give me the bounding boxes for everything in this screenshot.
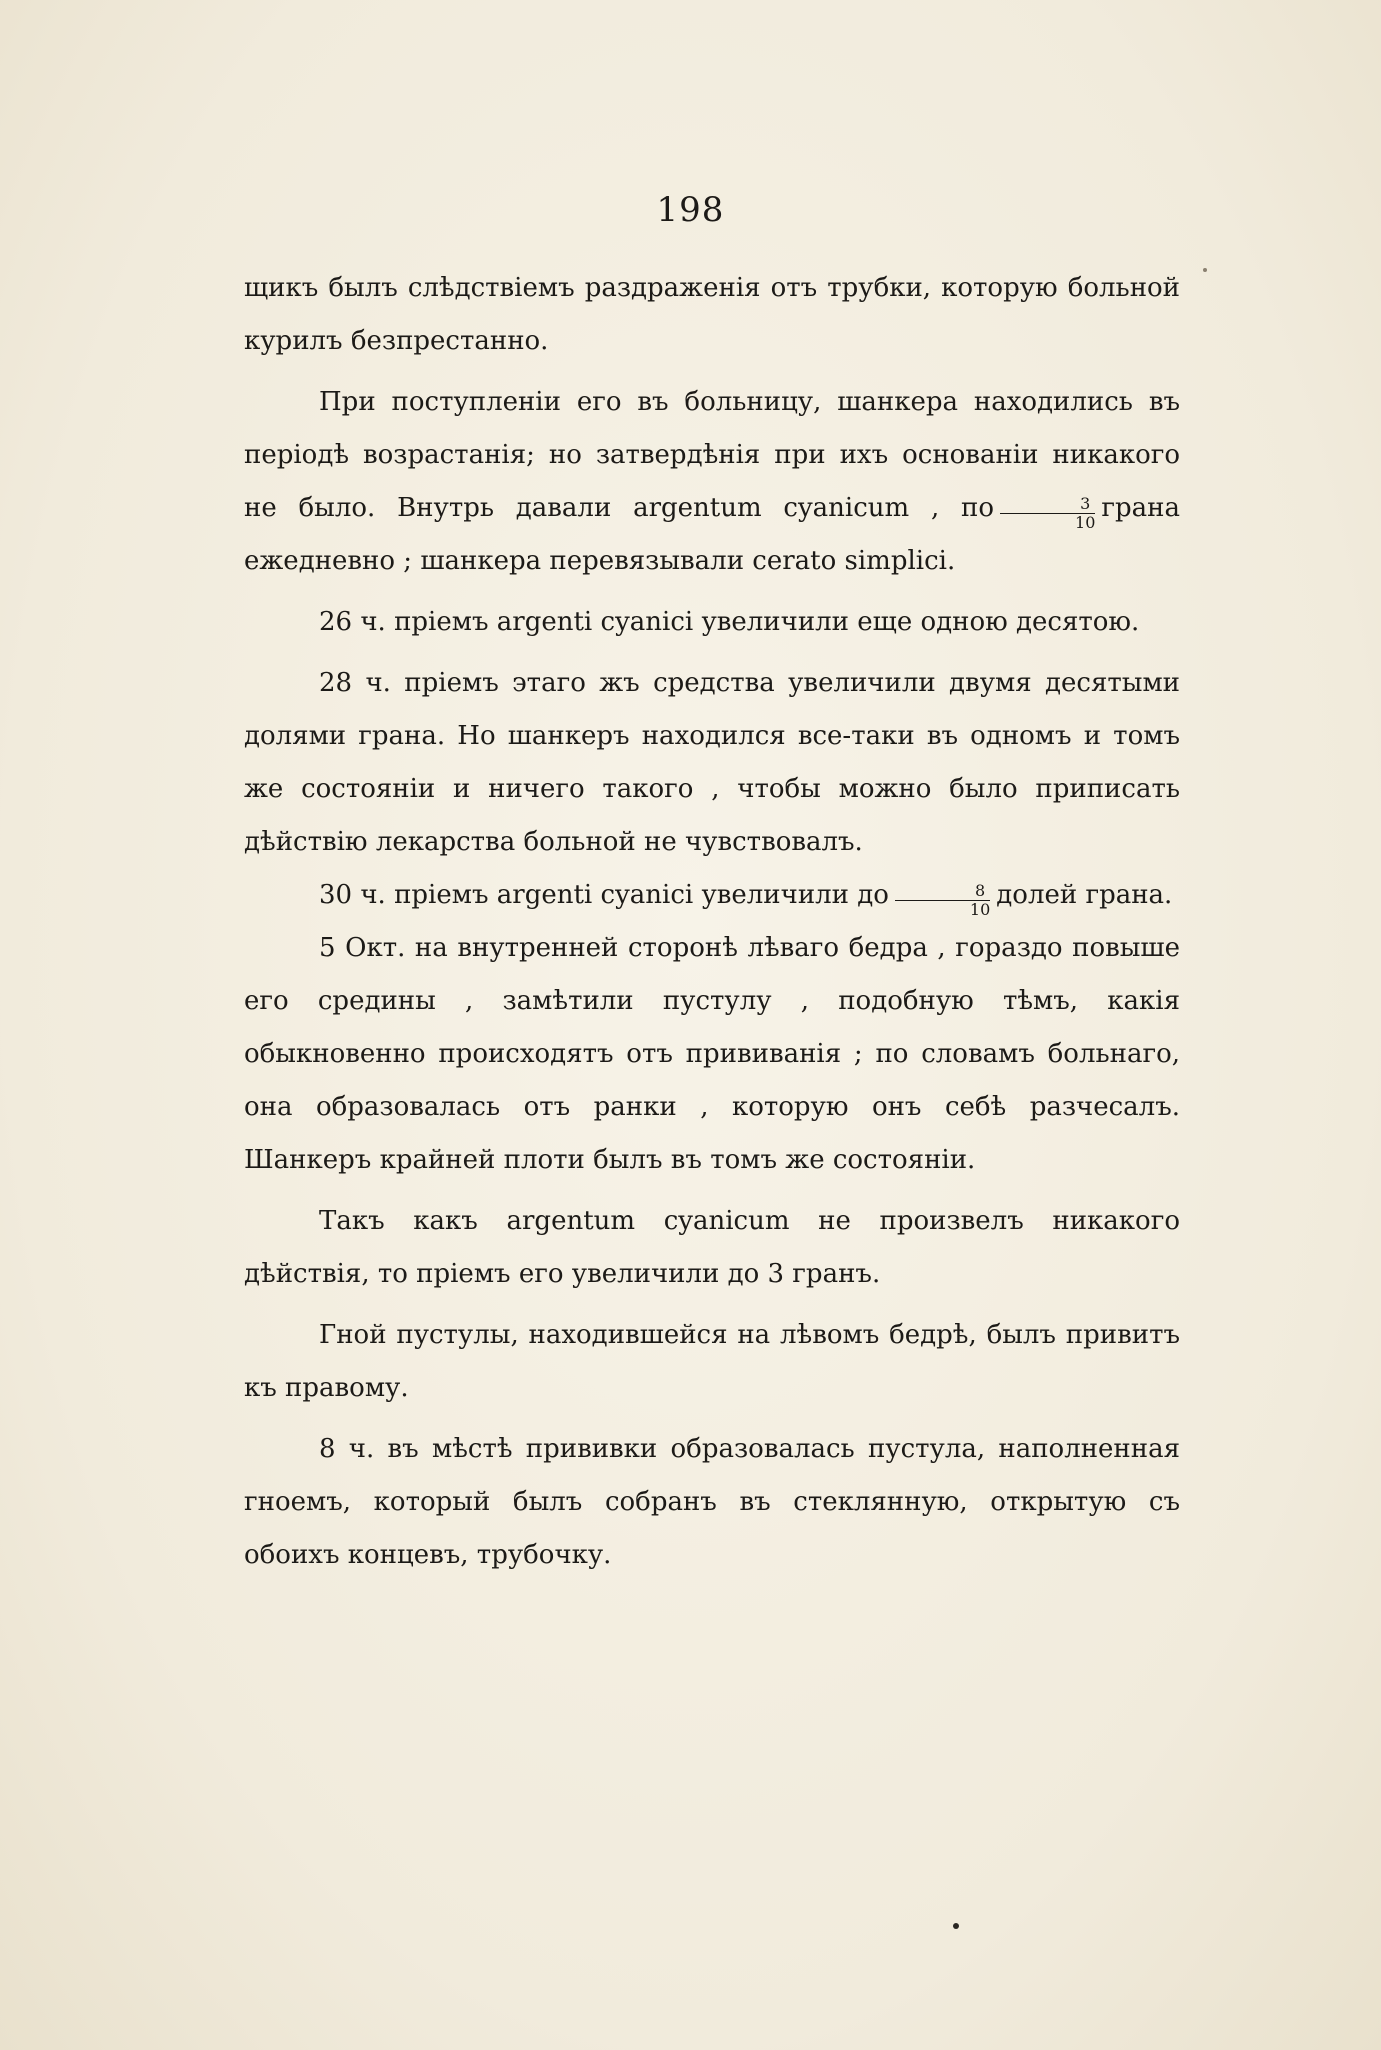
fraction [1000, 495, 1095, 532]
paper-speck [1203, 268, 1207, 272]
paragraph-day-30 [244, 869, 1180, 922]
fraction [895, 882, 990, 919]
body-text [244, 262, 1180, 1582]
fraction-denominator: 10 [969, 900, 991, 919]
fraction-numerator: 3 [1000, 495, 1095, 514]
paragraph-inoculation: Гной пустулы, находившейся на лѣвомъ бедрѣ, былъ привитъ къ правому. [244, 1320, 1180, 1403]
paragraph-text: грана ежедневно ; шанкера перевязывали cerato simplici. [244, 493, 1180, 576]
fraction-numerator: 8 [895, 882, 990, 901]
paragraph-text: При поступленіи его въ больницу, шанкера находились въ періодѣ возрастанія; но затвердѣнія при ихъ основаніи никакого не было. Внутрь давали argentum cyanicum , по [244, 387, 1180, 523]
fraction-denominator: 10 [1075, 513, 1096, 532]
paragraph-text: 30 ч. пріемъ argenti cyanici увеличили до [319, 880, 889, 910]
paragraph-admission [244, 376, 1180, 588]
paragraph-continuation: щикъ былъ слѣдствіемъ раздраженія отъ трубки, которую больной курилъ безпрестанно. [244, 273, 1180, 356]
paragraph-dose-increase: Такъ какъ argentum cyanicum не произвелъ никакого дѣйствія, то пріемъ его увеличили до 3 гранъ. [244, 1206, 1180, 1289]
paragraph-day-8: 8 ч. въ мѣстѣ прививки образовалась пустула, наполненная гноемъ, который былъ собранъ въ стеклянную, открытую съ обоихъ концевъ, трубочку. [244, 1434, 1180, 1570]
printer-dot [953, 1923, 959, 1929]
paragraph-day-26: 26 ч. пріемъ argenti cyanici увеличили еще одною десятою. [319, 607, 1140, 637]
paragraph-text: долей грана. [996, 880, 1173, 910]
page-number: 198 [656, 190, 725, 230]
paragraph-oct-5: 5 Окт. на внутренней сторонѣ лѣваго бедра , гораздо повыше его средины , замѣтили пустулу , подобную тѣмъ, какія обыкновенно происходятъ отъ прививанія ; по словамъ больнаго, она образовалась отъ ранки , которую онъ себѣ разчесалъ. Шанкеръ крайней плоти былъ въ томъ же состояніи. [244, 933, 1180, 1175]
paragraph-day-28: 28 ч. пріемъ этаго жъ средства увеличили двумя десятыми долями грана. Но шанкеръ находился все-таки въ одномъ и томъ же состояніи и ничего такого , чтобы можно было приписать дѣйствію лекарства больной не чувствовалъ. [244, 668, 1180, 857]
